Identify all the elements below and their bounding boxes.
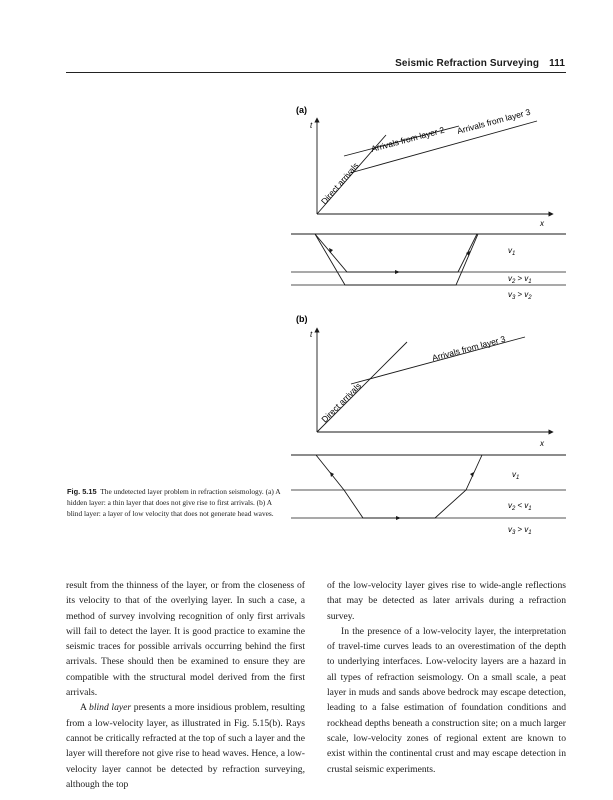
body-column-left <box>66 578 305 792</box>
panel-b-v1: $v_1$ <box>512 470 520 481</box>
panel-b-t-axis-label: t <box>310 330 313 339</box>
panel-b-v2-relation: $v_2 < v_1$ <box>508 501 532 512</box>
panel-a-ray-layer3 <box>315 234 478 285</box>
figure-caption <box>67 486 283 519</box>
panel-a-ray-layer2 <box>315 234 477 272</box>
figure-caption-text: The undetected layer problem in refraction seismology. (a) A hidden layer: a thin layer that does not give rise to first arrivals. (b) A blind layer: a layer of low velocity that does not generate head waves. <box>67 487 281 518</box>
figure-caption-label: Fig. 5.15 <box>67 487 97 496</box>
panel-b-direct-arrivals-label: Direct arrivals <box>319 380 364 425</box>
panel-a-label: (a) <box>296 105 307 115</box>
panel-a-layer3-label: Arrivals from layer 3 <box>455 106 532 136</box>
panel-b-layer3-label: Arrivals from layer 3 <box>430 333 507 363</box>
panel-a-layer2-label: Arrivals from layer 2 <box>369 124 446 154</box>
panel-a-v3-relation: $v_3 > v_2$ <box>508 290 532 301</box>
panel-a-v1: $v_1$ <box>508 246 516 257</box>
running-title: Seismic Refraction Surveying <box>395 58 540 69</box>
body-paragraph: A blind layer presents a more insidious problem, resulting from a low-velocity layer, as illustrated in Fig. 5.15(b). Rays cannot be critically refracted at the top of such a layer and the layer will therefore not give rise to head waves. Hence, a low-velocity layer cannot be detected by refraction surveying, although the top <box>66 702 305 790</box>
panel-b-label: (b) <box>296 314 308 324</box>
panel-b-v3-relation: $v_3 > v_1$ <box>508 525 532 536</box>
body-paragraph: In the presence of a low-velocity layer, the interpretation of travel-time curves leads to an overestimation of the depth to underlying interfaces. Low-velocity layers are a hazard in all types of refraction seismology. On a small scale, a peat layer in muds and sands above bedrock may escape detection, leading to a false estimation of foundation conditions and rockhead depths beneath a construction site; on a much larger scale, low-velocity zones of regional extent are known to exist within the continental crust and may escape detection in crustal seismic experiments. <box>327 625 566 775</box>
panel-a-direct-arrivals-label: Direct arrivals <box>318 160 361 207</box>
body-paragraph: result from the thinness of the layer, or from the closeness of its velocity to that of the overlying layer. In such a case, a method of survey involving recognition of only first arrivals will fail to detect the layer. It is good practice to examine the seismic traces for possible arrivals occurring behind the first arrivals. These should then be examined to ensure they are compatible with the structural model derived from the first arrivals. <box>66 580 305 699</box>
page-number: 111 <box>549 58 565 69</box>
panel-b-ray-arrow-right <box>396 516 401 520</box>
panel-a-t-axis-label: t <box>310 121 313 130</box>
panel-a-ray-arrow-right <box>395 270 400 274</box>
panel-a-ray-arrow-down <box>329 248 333 253</box>
panel-b-x-axis-label: x <box>540 439 544 448</box>
term-blind-layer: blind layer <box>89 702 132 714</box>
panel-b-ray-layer3 <box>316 455 482 518</box>
body-paragraph: of the low-velocity layer gives rise to wide-angle reflections that may be detected as later arrivals during a refraction survey. <box>327 580 566 622</box>
panel-a-x-axis-label: x <box>540 219 544 228</box>
body-column-right <box>327 578 566 777</box>
panel-a-v2-relation: $v_2 > v_1$ <box>508 274 532 285</box>
